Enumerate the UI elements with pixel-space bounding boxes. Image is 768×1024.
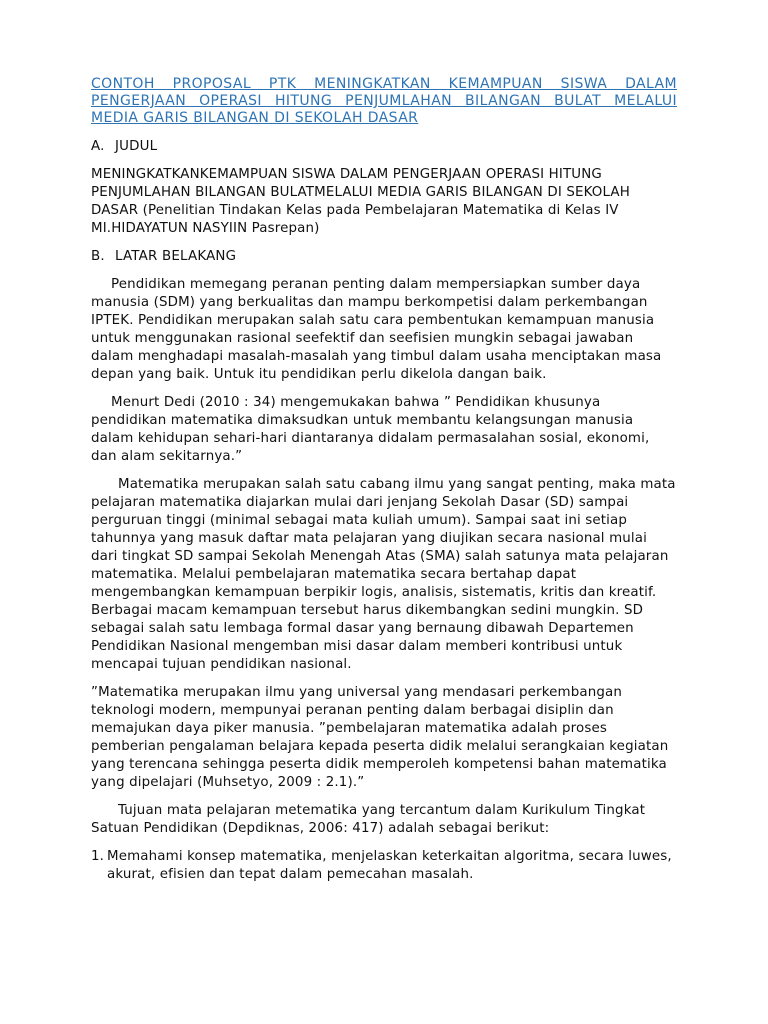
list-item-number: 1. — [91, 849, 105, 864]
document-title-link[interactable]: CONTOH PROPOSAL PTK MENINGKATKAN KEMAMPUAN SISWA DALAM PENGERJAAN OPERASI HITUNG PENJUMLAHAN BILANGAN BULAT MELALUI MEDIA GARIS BILANGAN DI SEKOLAH DASAR — [91, 76, 677, 126]
paragraph-pendidikan: Pendidikan memegang peranan penting dalam mempersiapkan sumber daya manusia (SDM) yang berkualitas dan mampu berkompetisi dalam perkembangan IPTEK. Pendidikan merupakan salah satu cara pembentukan kemampuan manusia untuk menggunakan rasional seefektif dan seefisien mungkin sebagai jawaban dalam menghadapi masalah-masalah yang timbul dalam usaha menciptakan masa depan yang baik. Untuk itu pendidikan perlu dikelola dangan baik. — [91, 277, 662, 382]
judul-text: MENINGKATKANKEMAMPUAN SISWA DALAM PENGERJAAN OPERASI HITUNG PENJUMLAHAN BILANGAN BULATMELALUI MEDIA GARIS BILANGAN DI SEKOLAH DASAR (Penelitian Tindakan Kelas pada Pembelajaran Matematika di Kelas IV MI.HIDAYATUN NASYIIN Pasrepan) — [91, 167, 630, 236]
paragraph-dedi-quote: Menurt Dedi (2010 : 34) mengemukakan bahwa ” Pendidikan khusunya pendidikan matematika dimaksudkan untuk membantu kelangsungan manusia dalam kehidupan sehari-hari diantaranya didalam permasalahan sosial, ekonomi, dan alam sekitarnya.” — [91, 395, 650, 464]
list-item-text: Memahami konsep matematika, menjelaskan keterkaitan algoritma, secara luwes, akurat, efisien dan tepat dalam pemecahan masalah. — [107, 849, 672, 882]
section-b-number: B. — [91, 249, 105, 264]
section-a-heading-text: JUDUL — [115, 139, 158, 154]
section-b-heading-text: LATAR BELAKANG — [115, 249, 237, 264]
paragraph-tujuan: Tujuan mata pelajaran metematika yang tercantum dalam Kurikulum Tingkat Satuan Pendidikan (Depdiknas, 2006: 417) adalah sebagai berikut: — [91, 803, 646, 836]
section-b-heading — [91, 248, 677, 266]
section-a-heading — [91, 138, 677, 156]
paragraph-matematika: Matematika merupakan salah satu cabang ilmu yang sangat penting, maka mata pelajaran matematika diajarkan mulai dari jenjang Sekolah Dasar (SD) sampai perguruan tinggi (minimal sebagai mata kuliah umum). Sampai saat ini setiap tahunnya yang masuk daftar mata pelajaran yang diujikan secara nasional mulai dari tingkat SD sampai Sekolah Menengah Atas (SMA) salah satunya mata pelajaran matematika. Melalui pembelajaran matematika secara bertahap dapat mengembangkan kemampuan berpikir logis, analisis, sistematis, kritis dan kreatif. Berbagai macam kemampuan tersebut harus dikembangkan sedini mungkin. SD sebagai salah satu lembaga formal dasar yang bernaung dibawah Departemen Pendidikan Nasional mengemban misi dasar dalam memberi kontribusi untuk mencapai tujuan pendidikan nasional. — [91, 477, 676, 672]
paragraph-muhsetyo-quote: ”Matematika merupakan ilmu yang universal yang mendasari perkembangan teknologi modern, mempunyai peranan penting dalam berbagai disiplin dan memajukan daya piker manusia. ”pembelajaran matematika adalah proses pemberian pengalaman belajara kepada peserta didik melalui serangkaian kegiatan yang terencana sehingga peserta didik memperoleh kompetensi bahan matematika yang dipelajari (Muhsetyo, 2009 : 2.1).” — [91, 685, 669, 790]
section-a-number: A. — [91, 139, 105, 154]
document-content — [91, 76, 677, 884]
list-item — [91, 848, 677, 884]
